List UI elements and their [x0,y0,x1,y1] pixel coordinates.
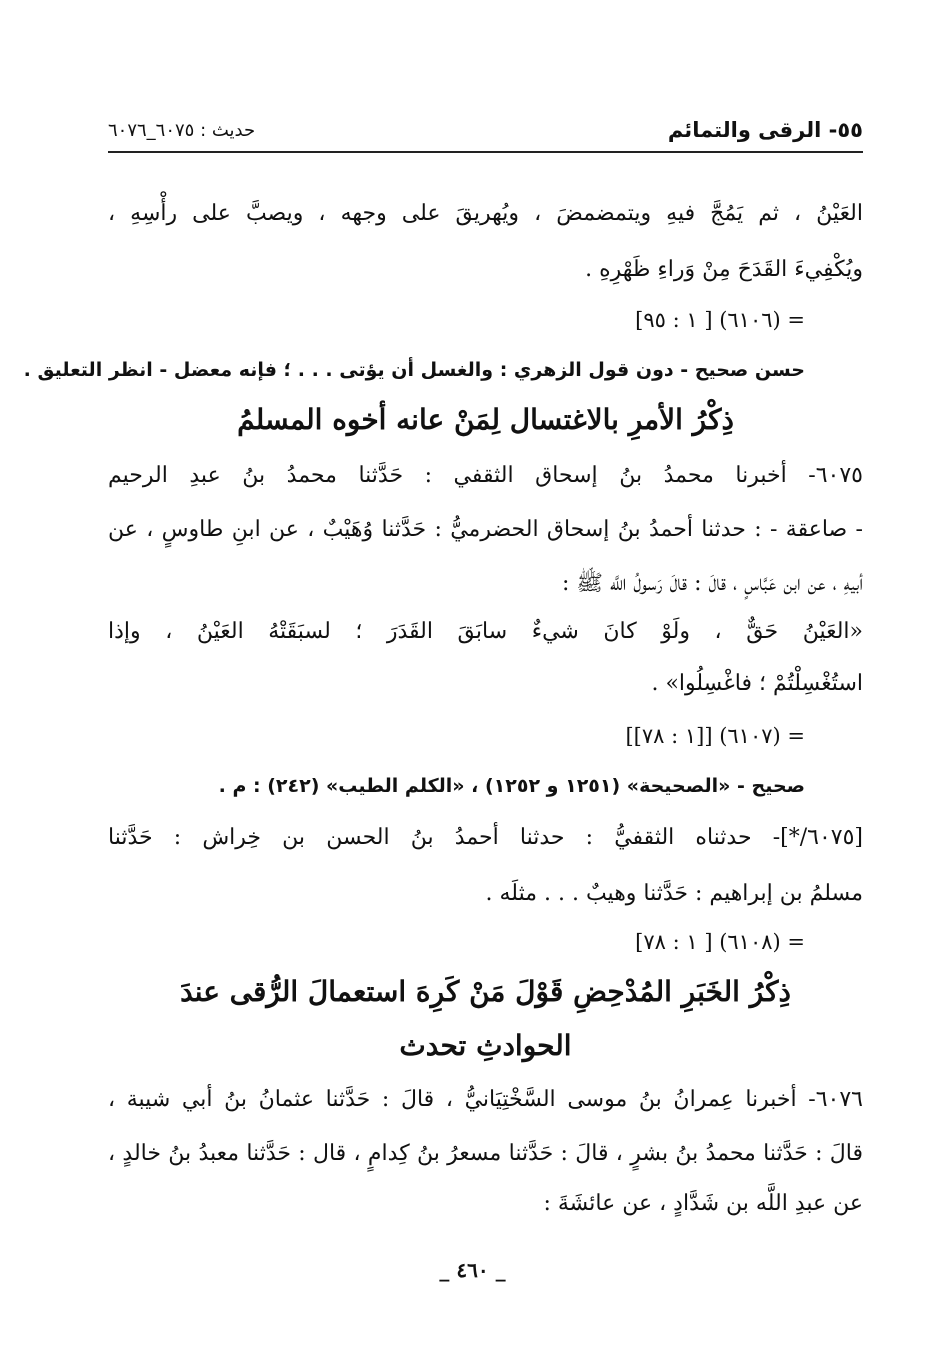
text-line: العَيْنُ ، ثم يَمُجَّ فيهِ ويتمضمضَ ، ويُهريقَ على وجهه ، ويصبَّ على رأْسِهِ ، [108,201,863,226]
section-title: ذِكْرُ الخَبَرِ المُدْحِضِ قَوْلَ مَنْ كَرِهَ استعمالَ الرُّقى عندَ [180,975,791,1008]
chapter-title: ٥٥- الرقى والتمائم [667,118,863,142]
text-line: ويُكْفِيءَ القَدَحَ مِنْ وَراءِ ظَهْرِهِ . [585,257,863,282]
reference-line: = (٦١٠٧) [[١ : ٧٨]] [625,724,805,748]
text-line: ٦٠٧٥- أخبرنا محمدُ بنُ إسحاق الثقفي : حَدَّثنا محمدُ بنُ عبدِ الرحيم [108,463,863,488]
grading-line: صحيح - «الصحيحة» (١٢٥١ و ١٢٥٢) ، «الكلم الطيب» (٢٤٢) : م . [218,775,805,797]
text-line: قالَ : حَدَّثنا محمدُ بنُ بشرٍ ، قالَ : حَدَّثنا مسعرُ بنُ كِدامٍ ، قال : حَدَّثنا معبدُ بنُ خالدٍ ، [108,1141,863,1166]
text-line: [٦٠٧٥/*]- حدثناه الثقفيُّ : حدثنا أحمدُ بنُ الحسن بن خِراش : حَدَّثنا [108,825,863,850]
text-line: مسلمُ بن إبراهيم : حَدَّثنا وهيبٌ . . . مثلَه . [485,881,863,906]
text-line: عن عبدِ اللَّه بن شَدَّادٍ ، عن عائشَةَ : [543,1191,863,1216]
text-line: ٦٠٧٦- أخبرنا عِمرانُ بنُ موسى السَّخْتِيَانيُّ ، قالَ : حَدَّثنا عثمانُ بنُ أبي شيبة ، [108,1087,863,1112]
reference-line: = (٦١٠٦) [ ١ : ٩٥] [635,308,805,332]
text-line: أبيهِ ، عن ابن عَبَّاسٍ ، قالَ : قالَ رَسولُ اللَّه ﷺ : [561,571,863,596]
page-number: _ ٤٦٠ _ [439,1258,506,1282]
header-rule [108,151,863,153]
page-header [108,112,863,148]
section-title-continued: الحوادثِ تحدث [399,1029,572,1062]
reference-line: = (٦١٠٨) [ ١ : ٧٨] [635,930,805,954]
text-line: - صاعقة - : حدثنا أحمدُ بنُ إسحاق الحضرميُّ : حَدَّثنا وُهَيْبٌ ، عن ابنِ طاوسٍ ، عن [108,517,863,542]
grading-line: حسن صحيح - دون قول الزهري : والغسل أن يؤتى . . . ؛ فإنه معضل - انظر التعليق . [23,359,805,381]
text-line: «العَيْنُ حَقٌّ ، ولَوْ كانَ شيءٌ سابَقَ القَدَرَ ؛ لسبَقَتْهُ العَيْنُ ، وإذا [108,619,863,644]
section-title: ذِكْرُ الأمرِ بالاغتسال لِمَنْ عانه أخوه المسلمُ [237,403,734,436]
text-line: استُغْسِلْتُمْ ؛ فاغْسِلُوا» . [651,671,863,696]
hadith-range: حديث : ٦٠٧٥_٦٠٧٦ [108,119,256,141]
